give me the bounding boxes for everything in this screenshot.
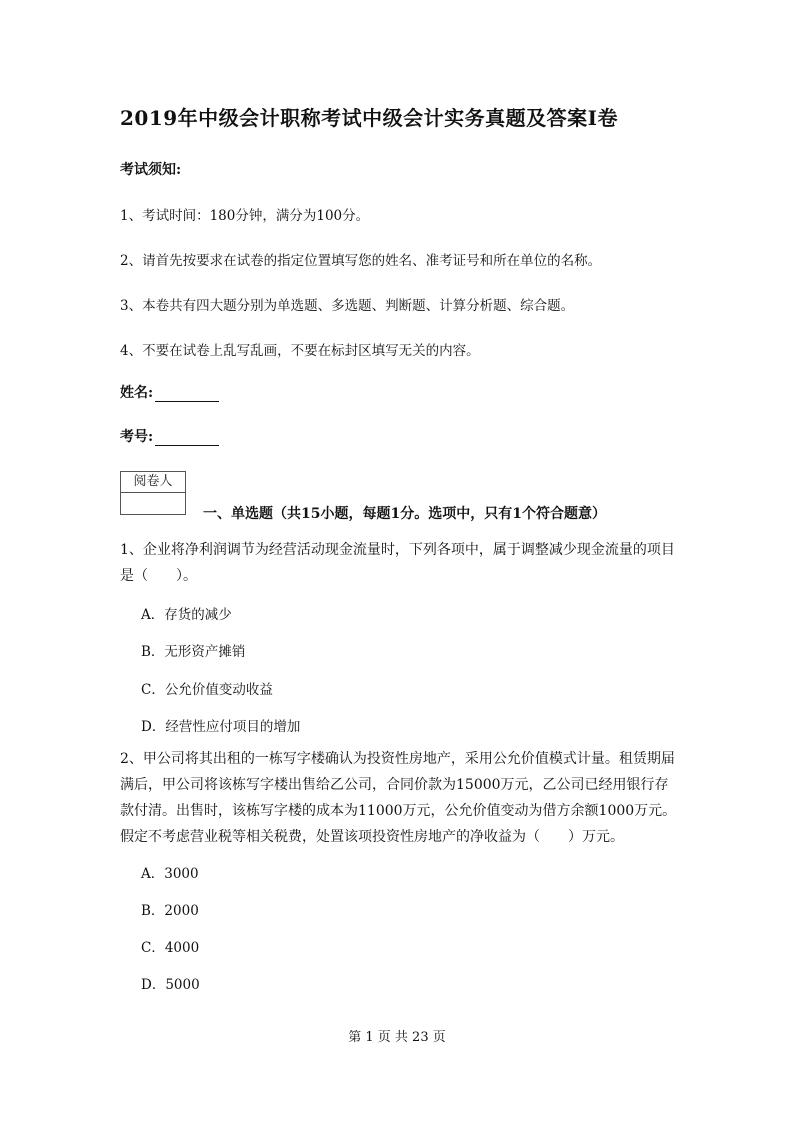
notice-heading: 考试须知:: [120, 162, 182, 178]
option-b: B．2000: [141, 903, 199, 919]
section-heading: 一、单选题（共15小题，每题1分。选项中，只有1个符合题意）: [203, 506, 606, 522]
question-2: 2、甲公司将其出租的一栋写字楼确认为投资性房地产，采用公允价值模式计量。租赁期届满后，甲公司将该栋写字楼出售给乙公司，合同价款为15000万元，乙公司已经用银行存款付清。出售时，该栋写字楼的成本为11000万元，公允价值变动为借方余额1000万元。假定不考虑营业税等相关税费，处置该项投资性房地产的净收益为（ ）万元。: [120, 751, 677, 845]
option-a: A．存货的减少: [141, 607, 232, 623]
page-footer: 第 1 页 共 23 页: [348, 1030, 446, 1045]
question-1: 1、企业将净利润调节为经营活动现金流量时，下列各项中，属于调整减少现金流量的项目是（ ）。: [120, 542, 675, 584]
id-blank[interactable]: [155, 431, 219, 446]
id-label: 考号:: [120, 429, 154, 445]
option-a: A．3000: [141, 866, 199, 882]
name-blank[interactable]: [155, 387, 219, 402]
notice-item: 4、不要在试卷上乱写乱画，不要在标封区填写无关的内容。: [120, 343, 480, 359]
option-d: D．经营性应付项目的增加: [141, 719, 301, 735]
notice-item: 2、请首先按要求在试卷的指定位置填写您的姓名、准考证号和所在单位的名称。: [120, 253, 602, 269]
option-d: D．5000: [141, 977, 200, 993]
name-label: 姓名:: [120, 385, 154, 401]
notice-item: 3、本卷共有四大题分别为单选题、多选题、判断题、计算分析题、综合题。: [120, 298, 575, 314]
name-field: [120, 382, 219, 402]
option-b: B．无形资产摊销: [141, 644, 246, 660]
grader-box: [120, 471, 186, 515]
notice-item: 1、考试时间：180分钟，满分为100分。: [120, 208, 370, 224]
option-c: C．4000: [141, 940, 200, 956]
document-title: 2019年中级会计职称考试中级会计实务真题及答案Ⅰ卷: [120, 106, 619, 130]
id-field: [120, 426, 219, 446]
option-c: C．公允价值变动收益: [141, 682, 273, 698]
grader-label: 阅卷人: [121, 472, 185, 493]
